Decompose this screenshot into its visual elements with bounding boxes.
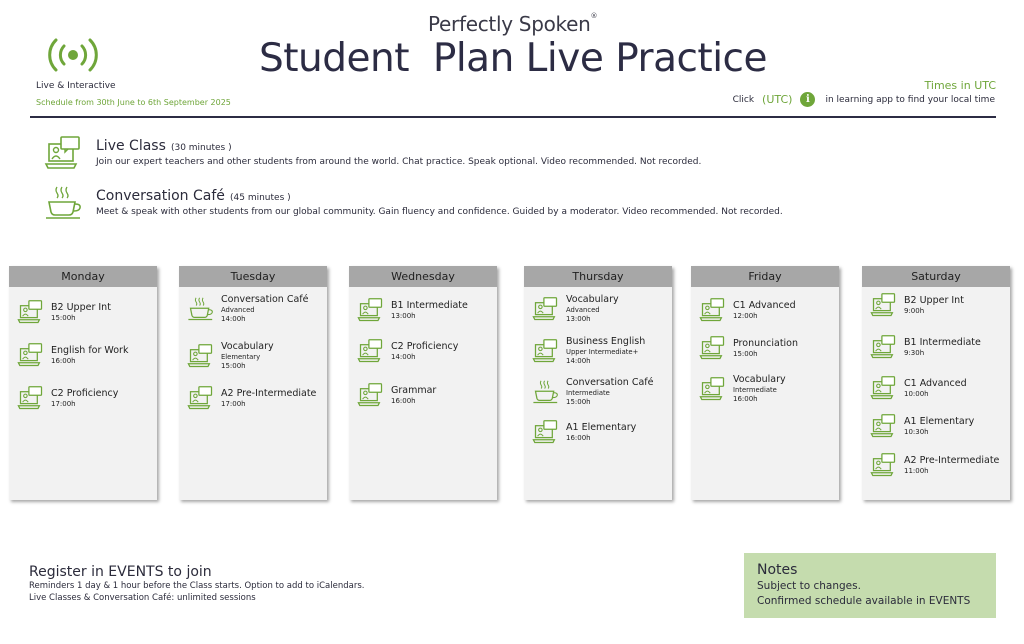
- session-level: Intermediate: [733, 386, 777, 394]
- session-name: A1 Elementary: [566, 421, 637, 433]
- session-name: Conversation Café: [221, 294, 309, 305]
- day-header: Monday: [9, 266, 157, 287]
- cafe-title: Conversation Café: [96, 188, 225, 204]
- session-time: 11:00h: [904, 466, 929, 475]
- session-time: 14:00h: [391, 352, 416, 361]
- session-item: [532, 419, 636, 445]
- session-time: 12:00h: [733, 311, 758, 320]
- session-level: Advanced: [566, 306, 600, 314]
- day-column-wednesday: [349, 266, 497, 500]
- session-name: B1 Intermediate: [904, 336, 981, 348]
- session-name: Vocabulary: [221, 341, 274, 352]
- session-name: Vocabulary: [733, 374, 786, 385]
- session-name: Grammar: [391, 384, 437, 396]
- cafe-description: Meet & speak with other students from our global community. Gain fluency and confidence. Guided by a moderator. Video recommended. Not recorded.: [96, 207, 783, 217]
- session-item: [870, 375, 967, 401]
- live-broadcast-icon: [44, 36, 102, 74]
- session-time: 16:00h: [391, 396, 416, 405]
- session-time: 15:00h: [221, 362, 246, 370]
- session-item: [17, 342, 128, 368]
- day-column-saturday: [862, 266, 1010, 500]
- session-time: 13:00h: [566, 315, 591, 323]
- legend-live-class: [44, 135, 701, 171]
- session-item: [17, 385, 118, 411]
- session-level: Advanced: [221, 306, 255, 314]
- session-item: [699, 297, 796, 323]
- live-class-icon: [870, 334, 898, 360]
- session-item: [870, 334, 981, 360]
- session-name: Business English: [566, 336, 646, 347]
- session-item: [357, 297, 468, 323]
- legend-conversation-cafe: [44, 185, 783, 221]
- live-class-icon: [44, 135, 84, 171]
- register-reminders: Reminders 1 day & 1 hour before the Class starts. Option to add to iCalendars.: [29, 581, 365, 591]
- session-item: [532, 377, 653, 407]
- session-time: 9:00h: [904, 306, 925, 315]
- cafe-duration: (45 minutes ): [230, 193, 291, 203]
- session-name: English for Work: [51, 344, 129, 356]
- session-time: 17:00h: [221, 399, 246, 408]
- session-time: 10:00h: [904, 389, 929, 398]
- session-time: 15:00h: [566, 398, 591, 406]
- session-name: C1 Advanced: [904, 377, 967, 389]
- session-level: Upper Intermediate+: [566, 348, 639, 356]
- register-section: [29, 564, 364, 604]
- session-time: 10:30h: [904, 427, 929, 436]
- times-utc-label: Times in UTC: [924, 79, 996, 92]
- session-time: 14:00h: [221, 315, 246, 323]
- day-column-friday: [691, 266, 839, 500]
- session-item: [532, 336, 645, 366]
- live-class-icon: [699, 297, 727, 323]
- day-column-thursday: [524, 266, 672, 500]
- register-title: Register in EVENTS to join: [29, 564, 212, 580]
- live-class-duration: (30 minutes ): [170, 143, 232, 153]
- live-class-icon: [532, 419, 560, 445]
- session-item: [870, 452, 999, 478]
- session-time: 9:30h: [904, 348, 925, 357]
- live-class-icon: [357, 297, 385, 323]
- day-header: Friday: [691, 266, 839, 287]
- session-name: C2 Proficiency: [391, 340, 459, 352]
- page-title: Student Plan Live Practice: [259, 36, 767, 81]
- session-time: 16:00h: [566, 433, 591, 442]
- day-column-tuesday: [179, 266, 327, 500]
- live-class-icon: [532, 296, 560, 322]
- register-unlimited: Live Classes & Conversation Café: unlimited sessions: [29, 593, 256, 603]
- session-item: [699, 374, 786, 404]
- coffee-cup-icon: [532, 379, 560, 405]
- session-name: A1 Elementary: [904, 415, 975, 427]
- session-time: 14:00h: [566, 357, 591, 365]
- session-time: 16:00h: [733, 395, 758, 403]
- coffee-cup-icon: [187, 296, 215, 322]
- session-item: [187, 341, 274, 371]
- session-item: [17, 299, 111, 325]
- session-item: [870, 413, 974, 439]
- session-time: 13:00h: [391, 311, 416, 320]
- session-name: A2 Pre-Intermediate: [904, 454, 1000, 466]
- brand-logo: [428, 12, 597, 36]
- timezone-hint: [733, 92, 995, 107]
- live-class-title: Live Class: [96, 138, 166, 154]
- click-prefix: Click: [732, 94, 755, 105]
- session-name: C1 Advanced: [733, 299, 796, 311]
- session-level: Intermediate: [566, 389, 610, 397]
- live-interactive-label: Live & Interactive: [36, 81, 116, 91]
- session-item: [870, 292, 964, 318]
- click-suffix: in learning app to find your local time: [825, 94, 995, 105]
- live-class-icon: [870, 375, 898, 401]
- session-name: B1 Intermediate: [391, 299, 468, 311]
- session-item: [357, 338, 458, 364]
- notes-title: Notes: [757, 562, 798, 578]
- session-time: 15:00h: [51, 313, 76, 322]
- session-name: B2 Upper Int: [904, 294, 964, 306]
- day-header: Wednesday: [349, 266, 497, 287]
- live-class-icon: [17, 299, 45, 325]
- utc-label: (UTC): [762, 93, 793, 106]
- session-time: 15:00h: [733, 349, 758, 358]
- session-level: Elementary: [221, 353, 261, 361]
- session-item: [532, 294, 619, 324]
- brand-registered-mark: ®: [590, 12, 598, 20]
- live-class-icon: [699, 376, 727, 402]
- live-class-icon: [870, 452, 898, 478]
- live-class-description: Join our expert teachers and other students from around the world. Chat practice. Speak optional. Video recommended. Not recorded.: [96, 157, 702, 167]
- day-header: Thursday: [524, 266, 672, 287]
- live-class-icon: [357, 382, 385, 408]
- session-item: [187, 385, 316, 411]
- schedule-dates: Schedule from 30th June to 6th September 2025: [36, 98, 231, 107]
- session-name: C2 Proficiency: [51, 387, 119, 399]
- live-class-icon: [870, 292, 898, 318]
- session-item: [187, 294, 308, 324]
- session-name: B2 Upper Int: [51, 301, 111, 313]
- coffee-cup-icon: [44, 185, 84, 221]
- live-class-icon: [357, 338, 385, 364]
- live-class-icon: [870, 413, 898, 439]
- session-item: [699, 335, 798, 361]
- live-class-icon: [17, 342, 45, 368]
- live-class-icon: [17, 385, 45, 411]
- notes-box: [744, 553, 996, 618]
- session-name: Conversation Café: [566, 377, 654, 388]
- session-time: 17:00h: [51, 399, 76, 408]
- session-item: [357, 382, 436, 408]
- live-class-icon: [187, 343, 215, 369]
- live-class-icon: [699, 335, 727, 361]
- live-class-icon: [187, 385, 215, 411]
- day-column-monday: [9, 266, 157, 500]
- brand-name: Perfectly Spoken: [428, 12, 591, 36]
- session-name: Pronunciation: [733, 337, 799, 349]
- notes-line: Confirmed schedule available in EVENTS: [757, 595, 971, 607]
- day-header: Saturday: [862, 266, 1010, 287]
- day-header: Tuesday: [179, 266, 327, 287]
- info-icon: i: [800, 92, 815, 107]
- live-class-icon: [532, 338, 560, 364]
- session-name: A2 Pre-Intermediate: [221, 387, 317, 399]
- header-divider: [30, 116, 996, 118]
- session-name: Vocabulary: [566, 294, 619, 305]
- session-time: 16:00h: [51, 356, 76, 365]
- notes-line: Subject to changes.: [757, 580, 861, 592]
